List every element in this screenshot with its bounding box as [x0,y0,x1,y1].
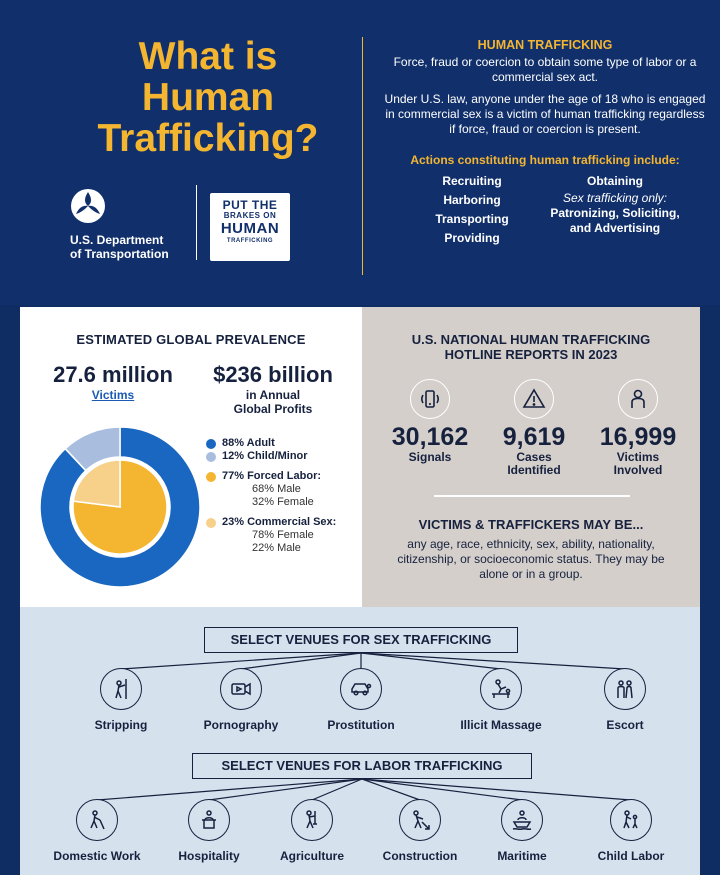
dot-name [70,233,169,261]
sex-venues-heading: SELECT VENUES FOR SEX TRAFFICKING [204,627,518,653]
action-item: Obtaining [587,174,643,188]
action-item: Transporting [435,212,509,226]
hotline-divider [434,495,630,497]
legend-sub: 22% Male [252,542,301,554]
header-divider [362,37,363,275]
agriculture-icon [291,799,333,841]
action-item: Recruiting [442,174,502,188]
venue-child-labor [571,799,691,863]
victims-traffickers-text: any age, race, ethnicity, sex, ability, nationality, citizenship, or socioeconomic status. They may be alone or in a group. [397,537,665,581]
video-camera-icon [220,668,262,710]
sex-trafficking-note: Sex trafficking only: [562,191,668,205]
legend-sub: 78% Female [252,529,314,541]
victims-involved-value: 16,999 [599,423,677,451]
definition-text-minors: Under U.S. law, anyone under the age of 18 who is engaged in commercial sex is a victim of human trafficking regardless if force, fraud or coercion is present. [384,92,706,136]
escort-icon [604,668,646,710]
brakes-logo [210,193,290,261]
victims-involved-stat [582,423,694,477]
venues-panel [20,607,700,875]
cases-label: Identified [507,463,561,477]
child-labor-icon [610,799,652,841]
brakes-logo-line: BRAKES ON [223,211,277,220]
car-icon [340,668,382,710]
legend-label: 88% Adult [222,437,275,449]
title-line: Trafficking? [97,117,319,160]
venue-agriculture [252,799,372,863]
venue-label: Prostitution [327,718,395,732]
venue-hospitality [149,799,269,863]
warning-icon [514,379,554,419]
dot-name-line: U.S. Department [70,233,164,247]
profits-value: $236 billion [213,362,333,387]
action-item: Harboring [443,193,501,207]
maritime-icon [501,799,543,841]
logo-divider [196,185,197,260]
venue-label: Pornography [203,718,279,732]
signals-label: Signals [408,450,452,464]
definition-text: Force, fraud or coercion to obtain some type of labor or a commercial sex act. [393,55,697,84]
legend-label: 77% Forced Labor: [222,470,322,482]
legend-label: 23% Commercial Sex: [222,516,337,528]
hotline-title-line: U.S. NATIONAL HUMAN TRAFFICKING [411,332,651,347]
venue-domestic-work [37,799,157,863]
legend-dot [206,472,216,482]
legend-child [206,450,360,463]
person-icon [618,379,658,419]
hotline-title [362,332,700,362]
domestic-work-icon [76,799,118,841]
legend-sub: 68% Male [252,483,301,495]
victims-traffickers-title: VICTIMS & TRAFFICKERS MAY BE... [418,517,644,532]
venue-pornography [181,668,301,732]
venue-maritime [462,799,582,863]
global-prevalence-panel [20,307,362,607]
profits-label [198,388,348,416]
signals-stat [374,423,486,464]
venue-label: Stripping [94,718,148,732]
labor-venues-heading: SELECT VENUES FOR LABOR TRAFFICKING [192,753,532,779]
dot-logo-icon [70,188,106,224]
prevalence-title: ESTIMATED GLOBAL PREVALENCE [76,332,306,347]
legend-commercial-sex [206,516,360,529]
title-line: Human [141,76,275,119]
venue-label: Construction [382,849,458,863]
venue-label: Maritime [497,849,547,863]
action-item: Providing [444,231,500,245]
hospitality-icon [188,799,230,841]
venue-label: Illicit Massage [460,718,542,732]
profits-label-line: Global Profits [233,402,313,416]
venue-escort [565,668,685,732]
legend-dot [206,439,216,449]
action-item: Patronizing, Soliciting, [550,206,680,220]
signals-value: 30,162 [391,423,469,451]
profits-stat [198,362,348,416]
victims-involved-label: Involved [613,463,663,477]
page-title [78,36,338,159]
victims-label: Victims [91,388,135,402]
legend-label: 12% Child/Minor [222,450,308,462]
venue-prostitution [301,668,421,732]
definition-block [382,37,708,252]
dot-name-line: of Transportation [70,247,169,261]
actions-right-column [530,172,700,236]
brakes-logo-line: HUMAN [220,220,280,237]
brakes-logo-line: TRAFFICKING [226,238,274,244]
action-item: and Advertising [569,221,661,235]
profits-label-line: in Annual [245,388,301,402]
hotline-title-line: HOTLINE REPORTS IN 2023 [444,347,618,362]
cases-label: Cases [516,450,552,464]
victims-stat [38,362,188,402]
brakes-logo-line: PUT THE [222,198,278,212]
hotline-panel [362,307,700,607]
massage-icon [480,668,522,710]
actions-heading: Actions constituting human trafficking include: [410,153,680,167]
construction-icon [399,799,441,841]
legend-dot [206,518,216,528]
legend-forced-labor [206,470,360,483]
actions-list [382,172,708,252]
phone-signal-icon [410,379,450,419]
cases-value: 9,619 [502,423,566,451]
venue-label: Hospitality [178,849,240,863]
prevalence-donut [40,427,200,587]
header [0,0,720,305]
title-line: What is [138,35,278,78]
venue-label: Agriculture [279,849,344,863]
venue-stripping [61,668,181,732]
venue-label: Domestic Work [53,849,141,863]
victims-value: 27.6 million [53,362,173,387]
legend-sub: 32% Female [252,496,314,508]
venue-label: Escort [606,718,644,732]
cases-stat [478,423,590,477]
legend-adult [206,437,360,450]
legend-dot [206,452,216,462]
actions-left-column [422,172,522,248]
definition-heading: HUMAN TRAFFICKING [477,38,613,52]
venue-illicit-massage [441,668,561,732]
victims-involved-label: Victims [616,450,660,464]
stripping-icon [100,668,142,710]
prevalence-legend [206,437,360,555]
venue-label: Child Labor [597,849,665,863]
